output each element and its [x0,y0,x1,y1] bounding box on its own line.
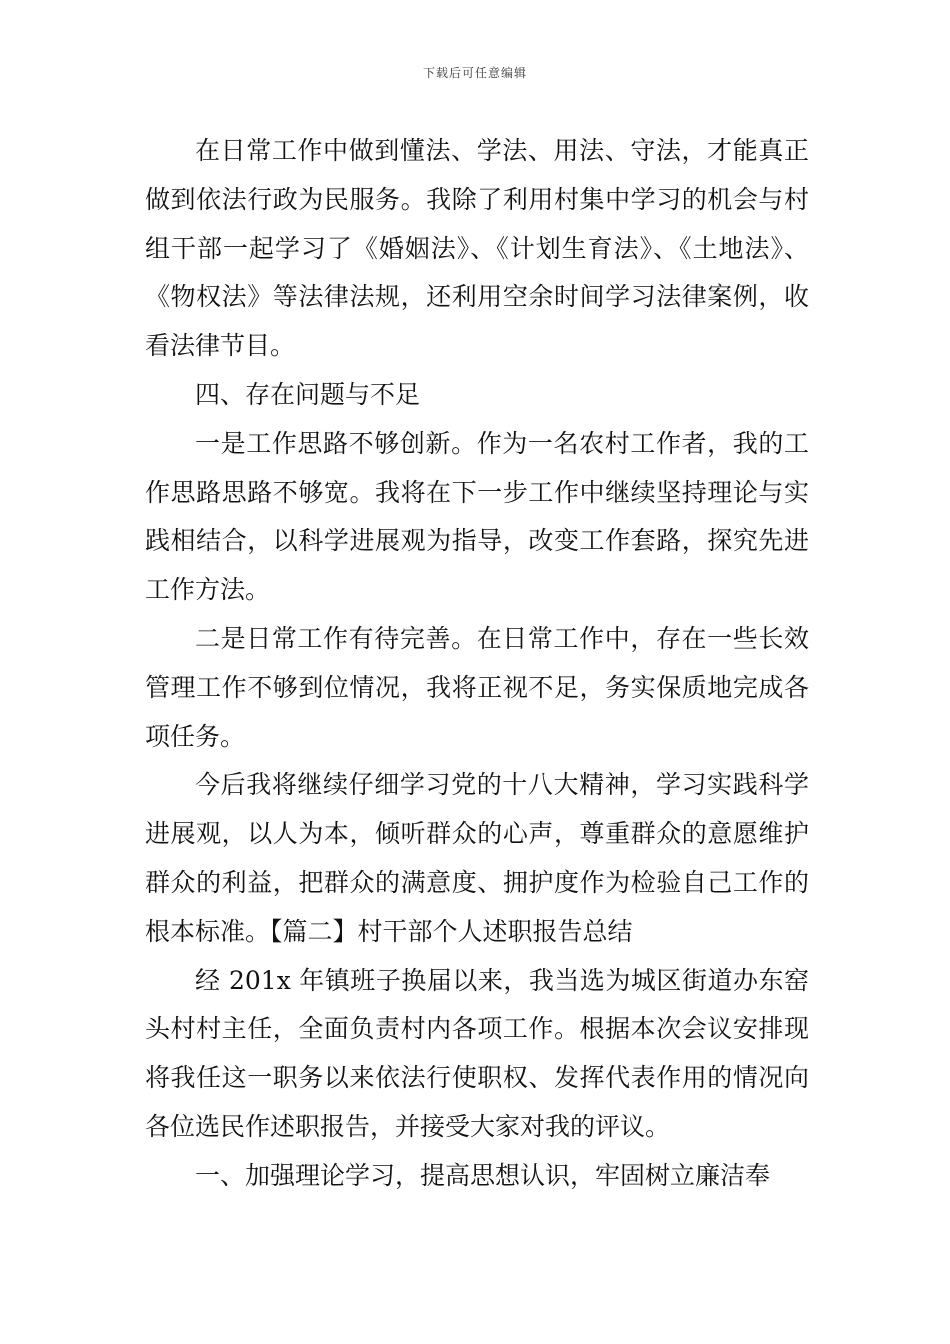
paragraph-problem-two: 二是日常工作有待完善。在日常工作中，存在一些长效管理工作不够到位情况，我将正视不足，务实保质地完成各项任务。 [145,623,809,751]
document-body [145,127,809,1201]
paragraph-report-intro: 经 201x 年镇班子换届以来，我当选为城区街道办东窑头村村主任，全面负责村内各项工作。根据本次会议安排现将我任这一职务以来依法行使职权、发挥代表作用的情况向各位选民作述职报告，并接受大家对我的评议。 [145,965,809,1141]
paragraph-problem-one: 一是工作思路不够创新。作为一名农村工作者，我的工作思路思路不够宽。我将在下一步工作中继续坚持理论与实践相结合，以科学进展观为指导，改变工作套路，探究先进工作方法。 [145,428,809,605]
paragraph-section-heading-theory: 一、加强理论学习，提高思想认识，牢固树立廉洁奉 [195,1160,771,1190]
paragraph-future-plan: 今后我将继续仔细学习党的十八大精神，学习实践科学进展观，以人为本，倾听群众的心声，尊重群众的意愿维护群众的利益，把群众的满意度、拥护度作为检验自己工作的根本标准。【篇二】村干部个人述职报告总结 [145,770,809,946]
paragraph-section-heading-problems: 四、存在问题与不足 [195,379,421,409]
paragraph-legal-study: 在日常工作中做到懂法、学法、用法、守法，才能真正做到依法行政为民服务。我除了利用村集中学习的机会与村组干部一起学习了《婚姻法》、《计划生育法》、《土地法》、《物权法》等法律法规，还利用空余时间学习法律案例，收看法律节目。 [145,136,809,361]
page-header: 下载后可任意编辑 [422,66,527,80]
